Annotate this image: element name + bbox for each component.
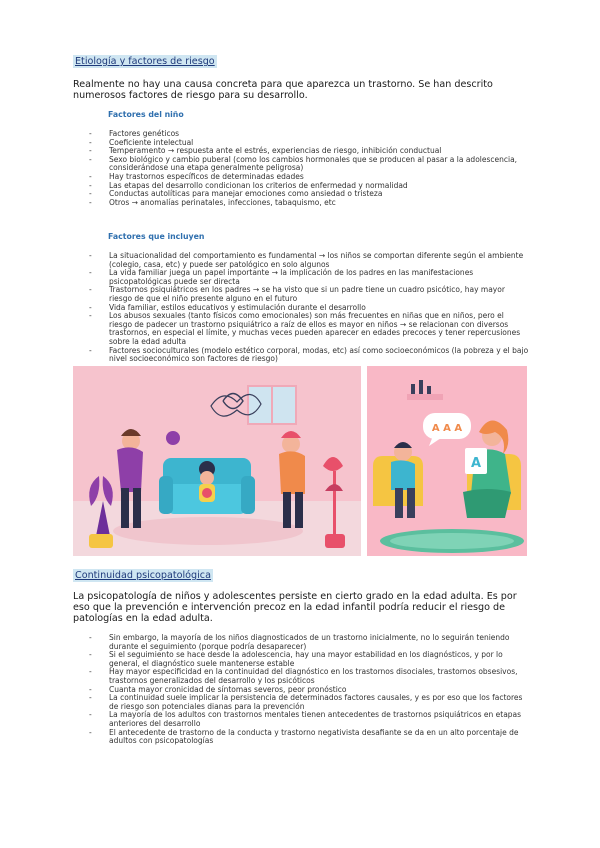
- list-item: - Coeficiente intelectual: [89, 139, 529, 148]
- included-factors-list: [89, 252, 529, 364]
- section-heading-continuidad: Continuidad psicopatológica: [75, 570, 211, 581]
- list-item: - Factores genéticos: [89, 130, 529, 139]
- section-intro-etiologia: Realmente no hay una causa concreta para que aparezca un trastorno. Se han descrito numerosos factores de riesgo para su desarrollo.: [73, 79, 493, 101]
- list-item: - El antecedente de trastorno de la conducta y trastorno negativista desafiante se da en un alto porcentaje de adultos con psicopatologías: [89, 729, 529, 746]
- continuity-list: [89, 634, 529, 746]
- list-item: - Conductas autolíticas para manejar emociones como ansiedad o tristeza: [89, 190, 529, 199]
- family-scene-illustration: [73, 366, 361, 556]
- list-item: - Factores socioculturales (modelo estético corporal, modas, etc) así como socioeconómicos (la pobreza y el bajo nivel socioeconómico son factores de riesgo): [89, 347, 529, 364]
- list-item: - Sin embargo, la mayoría de los niños diagnosticados de un trastorno inicialmente, no lo seguirán teniendo durante el seguimiento (porque podría desaparecer): [89, 634, 529, 651]
- section-intro-continuidad: La psicopatología de niños y adolescentes persiste en cierto grado en la edad adulta. Es por eso que la prevención e intervención precoz en la edad infantil podría reducir el riesgo de patologías en la edad adulta.: [73, 591, 517, 624]
- list-item: - Otros → anomalías perinatales, infecciones, tabaquismo, etc: [89, 199, 529, 208]
- list-item: - Las etapas del desarrollo condicionan los criterios de enfermedad y normalidad: [89, 182, 529, 191]
- list-item: - Los abusos sexuales (tanto físicos como emocionales) son más frecuentes en niñas que en niños, pero el riesgo de padecer un trastorno psiquiátrico a raíz de ellos es mayor en niños → se relacionan con diversos trastornos, en especial el límite, y muchas veces pueden aparecer en edades precoces y tener repercusiones sobre la edad adulta: [89, 312, 529, 346]
- subheading-included-factors: Factores que incluyen: [108, 232, 205, 241]
- list-item: - Cuanta mayor cronicidad de síntomas severos, peor pronóstico: [89, 686, 529, 695]
- list-item: - Trastornos psiquiátricos en los padres → se ha visto que si un padre tiene un cuadro psicótico, hay mayor riesgo de que el niño presente alguno en el futuro: [89, 286, 529, 303]
- list-item: - La situacionalidad del comportamiento es fundamental → los niños se comportan diferente según el ambiente (colegio, casa, etc) y puede ser patológico en solo algunos: [89, 252, 529, 269]
- subheading-child-factors: Factores del niño: [108, 110, 184, 119]
- list-item: - Vida familiar, estilos educativos y estimulación durante el desarrollo: [89, 304, 529, 313]
- list-item: - La vida familiar juega un papel importante → la implicación de los padres en las manifestaciones psicopatológicas puede ser directa: [89, 269, 529, 286]
- therapy-scene-illustration: [367, 366, 527, 556]
- list-item: - La continuidad suele implicar la persistencia de determinados factores causales, y es por eso que los factores de riesgo son potenciales dianas para la prevención: [89, 694, 529, 711]
- list-item: - Si el seguimiento se hace desde la adolescencia, hay una mayor estabilidad en los diagnósticos, y por lo general, el diagnóstico suele mantenerse estable: [89, 651, 529, 668]
- speech-bubble-text: A A A: [431, 423, 463, 434]
- flashcard-letter: A: [470, 456, 482, 471]
- list-item: - Sexo biológico y cambio puberal (como los cambios hormonales que se producen al pasar a la adolescencia, considerándose una etapa generalmente peligrosa): [89, 156, 529, 173]
- child-factors-list: [89, 130, 529, 207]
- list-item: - Hay mayor especificidad en la continuidad del diagnóstico en los trastornos disociales, trastornos obsesivos, trastornos generalizados del desarrollo y los psicóticos: [89, 668, 529, 685]
- list-item: - La mayoría de los adultos con trastornos mentales tienen antecedentes de trastornos psiquiátricos en etapas anteriores del desarrollo: [89, 711, 529, 728]
- section-heading-etiologia: Etiología y factores de riesgo: [75, 56, 215, 67]
- list-item: - Hay trastornos específicos de determinadas edades: [89, 173, 529, 182]
- list-item: - Temperamento → respuesta ante el estrés, experiencias de riesgo, inhibición conductual: [89, 147, 529, 156]
